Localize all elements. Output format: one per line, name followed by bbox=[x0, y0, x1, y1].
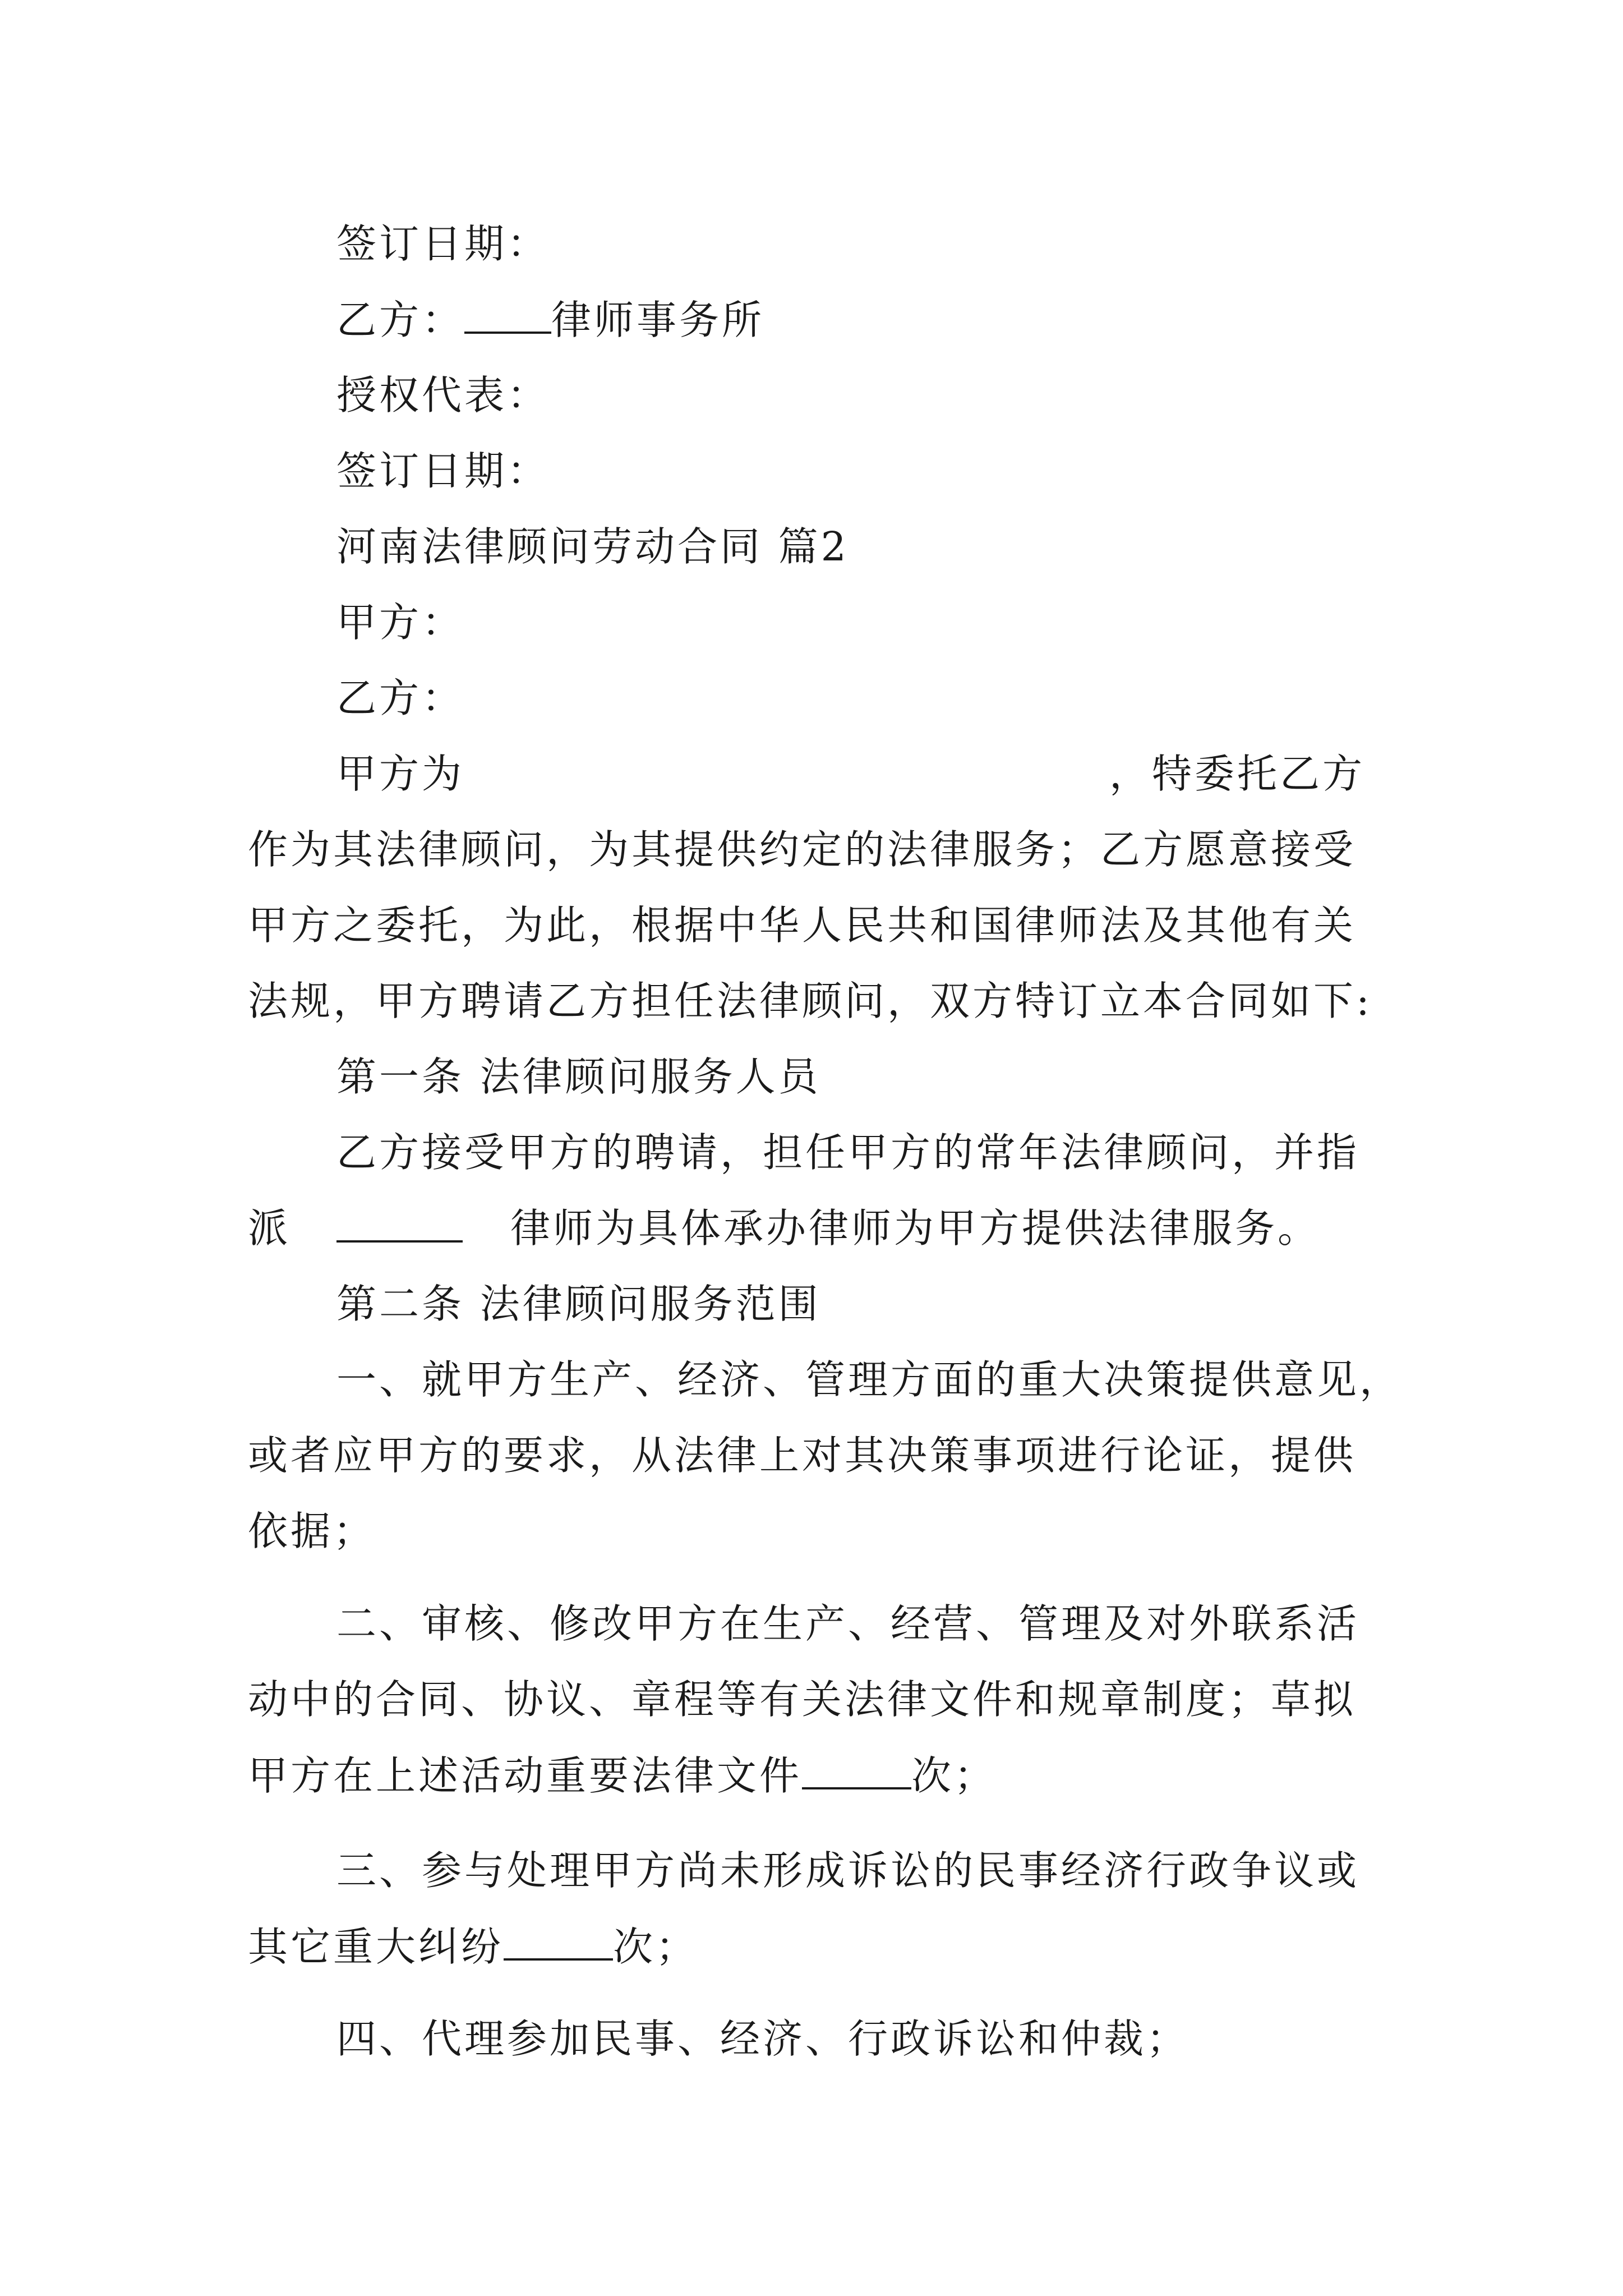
law-firm-label: 律师事务所 bbox=[551, 297, 765, 343]
paragraph-line-tail bbox=[510, 1203, 1320, 1254]
contract-title: 河南法律顾问劳动合同 篇2 bbox=[336, 523, 849, 570]
party-a-line bbox=[336, 597, 464, 648]
blank-line-segment bbox=[336, 1203, 463, 1254]
sign-date-line-2 bbox=[336, 446, 550, 496]
article-title: 第二条 法律顾问服务范围 bbox=[336, 1281, 821, 1327]
paragraph-line bbox=[248, 1203, 291, 1254]
text-fragment: 三、参与处理甲方尚未形成诉讼的民事经济行政争议或 bbox=[336, 1847, 1360, 1894]
article-heading bbox=[336, 1279, 821, 1329]
party-b-label: 乙方： bbox=[336, 297, 465, 343]
authorized-rep-label: 授权代表： bbox=[336, 372, 550, 418]
paragraph-line-tail bbox=[1109, 749, 1365, 799]
party-b-line bbox=[336, 673, 464, 724]
paragraph-line bbox=[248, 1921, 698, 1972]
blank-underline bbox=[336, 1203, 463, 1243]
article-title: 第一条 法律顾问服务人员 bbox=[336, 1053, 821, 1100]
text-fragment: ，特委托乙方 bbox=[1109, 751, 1366, 797]
paragraph-line bbox=[336, 749, 464, 799]
text-fragment: 动中的合同、协议、章程等有关法律文件和规章制度；草拟 bbox=[248, 1676, 1357, 1723]
text-fragment: 甲方在上述活动重要法律文件 bbox=[248, 1752, 803, 1799]
text-fragment: 乙方接受甲方的聘请，担任甲方的常年法律顾问，并指 bbox=[336, 1129, 1360, 1176]
paragraph-line bbox=[248, 1430, 1356, 1481]
text-fragment: 或者应甲方的要求，从法律上对其决策事项进行论证，提供 bbox=[248, 1432, 1357, 1479]
text-fragment: 律师为具体承办律师为甲方提供法律服务。 bbox=[510, 1205, 1321, 1251]
paragraph-line bbox=[248, 900, 1356, 951]
paragraph-line bbox=[248, 825, 1356, 875]
text-fragment: 其它重大纠纷 bbox=[248, 1924, 504, 1970]
text-fragment: 次； bbox=[613, 1924, 699, 1970]
blank-underline bbox=[464, 295, 551, 334]
text-fragment: 一、就甲方生产、经济、管理方面的重大决策提供意见， bbox=[336, 1356, 1403, 1403]
text-fragment: 甲方为 bbox=[336, 751, 465, 797]
text-fragment: 派 bbox=[248, 1205, 291, 1251]
text-fragment: 甲方之委托，为此，根据中华人民共和国律师法及其他有关 bbox=[248, 902, 1357, 949]
blank-underline bbox=[802, 1750, 911, 1789]
section-title bbox=[336, 522, 849, 572]
sign-date-line-1 bbox=[336, 219, 550, 269]
paragraph-line bbox=[336, 1846, 1359, 1896]
text-fragment: 四、代理参加民事、经济、行政诉讼和仲裁； bbox=[336, 2016, 1189, 2062]
text-fragment: 依据； bbox=[248, 1508, 376, 1554]
authorized-rep-line bbox=[336, 370, 550, 421]
paragraph-line bbox=[248, 1506, 376, 1557]
text-fragment: 次； bbox=[911, 1752, 997, 1799]
party-a-label: 甲方： bbox=[336, 599, 465, 646]
text-fragment: 作为其法律顾问，为其提供约定的法律服务；乙方愿意接受 bbox=[248, 826, 1357, 873]
paragraph-line bbox=[248, 976, 1372, 1027]
text-fragment: 法规，甲方聘请乙方担任法律顾问，双方特订立本合同如下: bbox=[248, 978, 1372, 1024]
blank-underline bbox=[504, 1921, 613, 1961]
paragraph-line bbox=[336, 1599, 1359, 1649]
party-b-label: 乙方： bbox=[336, 675, 465, 721]
sign-date-label: 签订日期： bbox=[336, 220, 550, 267]
party-b-firm-line bbox=[336, 295, 764, 345]
text-fragment: 二、审核、修改甲方在生产、经营、管理及对外联系活 bbox=[336, 1600, 1360, 1647]
sign-date-label: 签订日期： bbox=[336, 448, 550, 494]
paragraph-line bbox=[336, 2014, 1189, 2064]
paragraph-line bbox=[336, 1128, 1359, 1178]
paragraph-line bbox=[248, 1674, 1356, 1725]
paragraph-line bbox=[248, 1750, 997, 1801]
article-heading bbox=[336, 1052, 821, 1102]
paragraph-line bbox=[336, 1355, 1402, 1405]
